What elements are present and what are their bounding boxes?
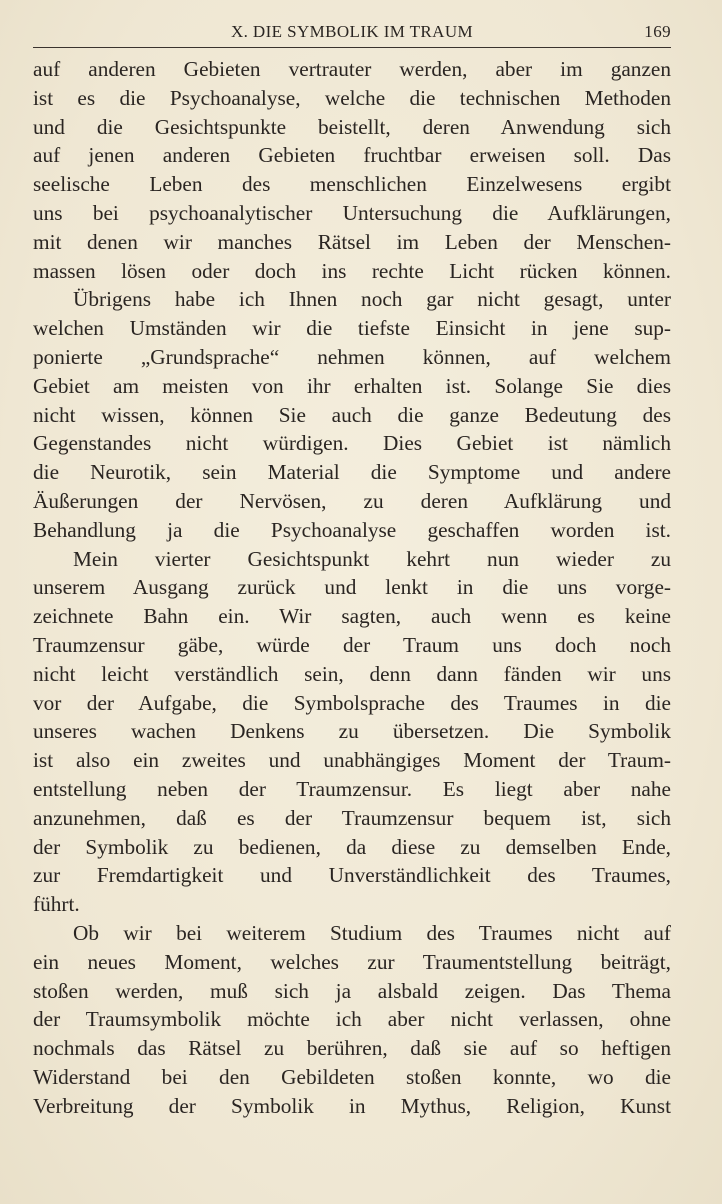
text-line: Ob wir bei weiterem Studium des Traumes nicht auf: [73, 920, 671, 945]
text-line: entstellung neben der Traumzensur. Es liegt aber nahe: [33, 776, 671, 801]
text-line: anzunehmen, daß es der Traumzensur bequem ist, sich: [33, 805, 671, 830]
text-line: Verbreitung der Symbolik in Mythus, Religion, Kunst: [33, 1093, 671, 1118]
paragraph: [33, 55, 671, 285]
text-line: zeichnete Bahn ein. Wir sagten, auch wenn es keine: [33, 604, 671, 629]
text-line: unserem Ausgang zurück und lenkt in die uns vorge-: [33, 575, 671, 600]
text-line: der Symbolik zu bedienen, da diese zu demselben Ende,: [33, 834, 671, 859]
text-line: ist es die Psychoanalyse, welche die technischen Methoden: [33, 85, 671, 110]
text-line: Behandlung ja die Psychoanalyse geschaffen worden ist.: [33, 517, 671, 542]
paragraph: [33, 919, 671, 1121]
text-line: Mein vierter Gesichtspunkt kehrt nun wieder zu: [73, 546, 671, 571]
text-line: mit denen wir manches Rätsel im Leben der Menschen-: [33, 229, 671, 254]
paragraph: [33, 545, 671, 919]
header-rule: [33, 47, 671, 48]
text-line: unseres wachen Denkens zu übersetzen. Die Symbolik: [33, 719, 671, 744]
text-line: Gebiet am meisten von ihr erhalten ist. Solange Sie dies: [33, 373, 671, 398]
page-header: [33, 20, 671, 46]
text-line: ein neues Moment, welches zur Traumentstellung beiträgt,: [33, 949, 671, 974]
text-line: massen lösen oder doch ins rechte Licht rücken können.: [33, 258, 671, 283]
text-line: Widerstand bei den Gebildeten stoßen konnte, wo die: [33, 1064, 671, 1089]
text-line: auf anderen Gebieten vertrauter werden, aber im ganzen: [33, 57, 671, 81]
text-line: Traumzensur gäbe, würde der Traum uns doch noch: [33, 632, 671, 657]
text-line: nicht leicht verständlich sein, denn dann fänden wir uns: [33, 661, 671, 686]
text-line: ponierte „Grundsprache“ nehmen können, auf welchem: [33, 344, 671, 369]
running-head: X. DIE SYMBOLIK IM TRAUM: [230, 22, 474, 41]
text-line: der Traumsymbolik möchte ich aber nicht verlassen, ohne: [33, 1007, 671, 1032]
text-line: stoßen werden, muß sich ja alsbald zeigen. Das Thema: [33, 978, 671, 1003]
text-line: Übrigens habe ich Ihnen noch gar nicht gesagt, unter: [73, 287, 671, 312]
text-line: nicht wissen, können Sie auch die ganze Bedeutung des: [33, 402, 671, 427]
text-line: führt.: [33, 892, 80, 917]
text-line: die Neurotik, sein Material die Symptome und andere: [33, 460, 671, 485]
text-line: Gegenstandes nicht würdigen. Dies Gebiet ist nämlich: [33, 431, 671, 456]
text-line: ist also ein zweites und unabhängiges Moment der Traum-: [33, 748, 671, 773]
paragraph: [33, 285, 671, 544]
body-text: [33, 55, 671, 1120]
text-line: nochmals das Rätsel zu berühren, daß sie auf so heftigen: [33, 1036, 671, 1061]
text-line: zur Fremdartigkeit und Unverständlichkeit des Traumes,: [33, 863, 671, 888]
text-line: auf jenen anderen Gebieten fruchtbar erweisen soll. Das: [33, 143, 671, 168]
text-line: seelische Leben des menschlichen Einzelwesens ergibt: [33, 172, 671, 197]
text-line: vor der Aufgabe, die Symbolsprache des Traumes in die: [33, 690, 671, 715]
text-line: welchen Umständen wir die tiefste Einsicht in jene sup-: [33, 316, 671, 341]
text-line: Äußerungen der Nervösen, zu deren Aufklärung und: [33, 488, 671, 513]
page-number: 169: [644, 22, 671, 41]
text-line: und die Gesichtspunkte beistellt, deren Anwendung sich: [33, 114, 671, 139]
text-line: uns bei psychoanalytischer Untersuchung die Aufklärungen,: [33, 200, 671, 225]
